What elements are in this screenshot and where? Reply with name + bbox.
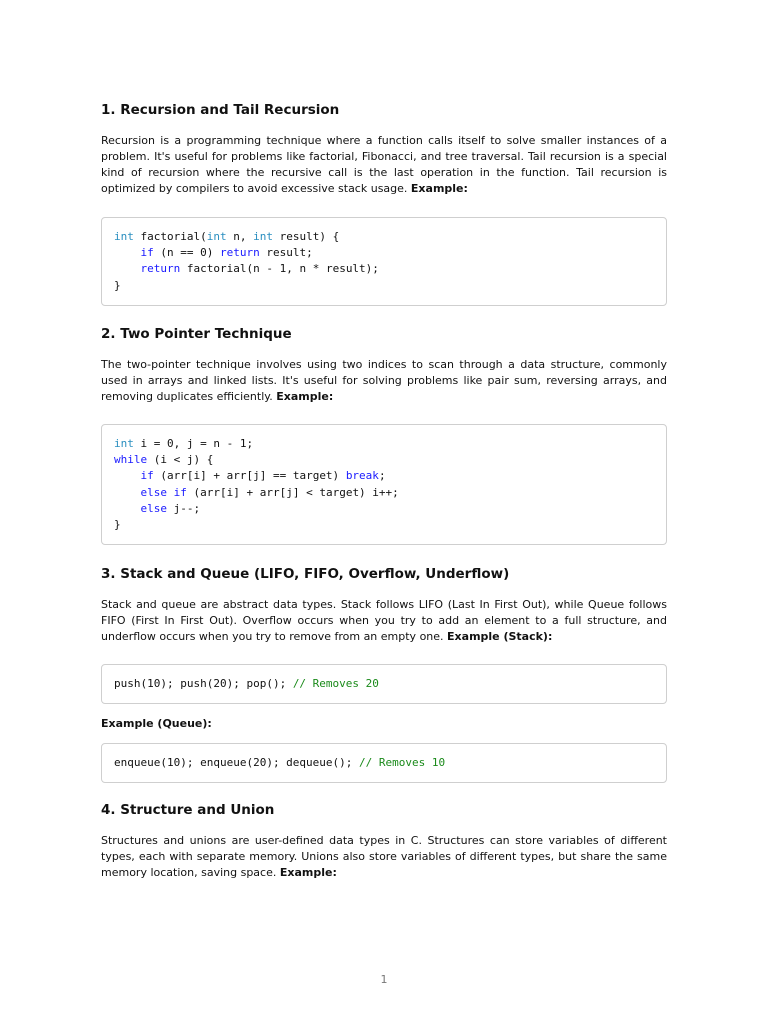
code-text: } — [114, 278, 121, 292]
code-block-queue — [101, 743, 667, 783]
section-paragraph — [101, 357, 667, 405]
paragraph-text: Recursion is a programming technique where a function calls itself to solve smaller instances of a problem. It's useful for problems like factorial, Fibonacci, and tree traversal. Tail recursion is a special kind of recursion where the recursive call is the last operation in the function. Tail recursion is optimized by compilers to avoid excessive stack usage. — [101, 134, 667, 195]
code-keyword: break — [345, 469, 379, 483]
example-label: Example: — [279, 866, 337, 879]
code-line — [114, 452, 654, 468]
code-text: factorial( — [133, 230, 207, 243]
code-text: result) { — [272, 230, 340, 243]
code-line — [114, 755, 654, 771]
code-block — [101, 424, 667, 545]
code-keyword: if — [140, 469, 154, 483]
page-number: 1 — [380, 973, 388, 986]
section-two-pointer — [101, 325, 667, 545]
code-text: (n == 0) — [153, 246, 220, 260]
code-text: (arr[i] + arr[j] == target) — [153, 469, 346, 483]
example-label: Example (Stack): — [447, 630, 553, 643]
code-text: j--; — [167, 501, 201, 515]
code-keyword: int — [114, 437, 134, 450]
code-keyword: else — [140, 485, 167, 499]
code-comment: // Removes 20 — [292, 677, 379, 690]
code-text: (arr[i] + arr[j] < target) i++; — [186, 485, 399, 499]
section-heading: 1. Recursion and Tail Recursion — [101, 102, 340, 118]
example-label-queue: Example (Queue): — [101, 717, 212, 731]
code-text: enqueue(10); enqueue(20); dequeue(); — [114, 756, 360, 770]
code-text: (i < j) { — [147, 453, 214, 467]
paragraph-text: The two-pointer technique involves using two indices to scan through a data structure, commonly used in arrays and linked lists. It's useful for solving problems like pair sum, reversing arrays, and removing duplicates efficiently. — [101, 358, 667, 403]
code-text: } — [114, 518, 121, 532]
code-keyword: int — [253, 230, 273, 243]
code-line — [114, 468, 654, 484]
example-label: Example: — [410, 182, 468, 195]
section-paragraph — [101, 133, 667, 197]
code-keyword: while — [114, 453, 148, 467]
code-line — [114, 517, 654, 533]
code-text: ; — [378, 469, 386, 483]
code-text: n, — [226, 230, 254, 243]
section-structure-union — [101, 801, 667, 881]
section-heading: 2. Two Pointer Technique — [101, 326, 292, 342]
section-recursion — [101, 101, 667, 306]
code-line — [114, 676, 654, 692]
code-keyword: return — [140, 262, 181, 276]
code-block-stack — [101, 664, 667, 704]
code-block — [101, 217, 667, 306]
code-keyword: int — [114, 230, 134, 243]
code-keyword: return — [219, 246, 260, 260]
paragraph-text: Structures and unions are user-defined data types in C. Structures can store variables of different types, each with separate memory. Unions also store variables of different types, but share the same memory location, saving space. — [101, 834, 667, 879]
section-heading: 3. Stack and Queue (LIFO, FIFO, Overflow, Underflow) — [101, 566, 510, 582]
code-line — [114, 501, 654, 517]
code-text: push(10); push(20); pop(); — [114, 677, 293, 690]
example-label: Example: — [276, 390, 334, 403]
code-text: factorial(n - 1, n * result); — [180, 262, 379, 276]
section-paragraph — [101, 833, 667, 881]
code-text — [114, 262, 141, 275]
code-keyword: if — [140, 246, 154, 260]
code-line — [114, 485, 654, 501]
code-line — [114, 229, 654, 245]
code-keyword: if — [173, 485, 187, 499]
code-keyword: int — [206, 230, 227, 243]
code-text — [114, 246, 141, 259]
section-stack-queue — [101, 565, 667, 783]
code-comment: // Removes 10 — [359, 756, 446, 770]
code-line — [114, 436, 654, 452]
section-heading: 4. Structure and Union — [101, 802, 275, 818]
code-text — [114, 502, 141, 515]
code-text: i = 0, j = n - 1; — [133, 437, 254, 450]
code-keyword: else — [140, 501, 167, 515]
paragraph-text: Stack and queue are abstract data types. Stack follows LIFO (Last In First Out), while Queue follows FIFO (First In First Out). Overflow occurs when you try to add an element to a full structure, and underflow occurs when you try to remove from an empty one. — [101, 598, 667, 643]
code-line — [114, 278, 654, 294]
code-text — [167, 486, 174, 499]
code-line — [114, 261, 654, 277]
code-text — [114, 486, 141, 499]
code-text — [114, 469, 141, 482]
section-paragraph — [101, 597, 667, 645]
code-text: result; — [259, 246, 313, 260]
code-line — [114, 245, 654, 261]
